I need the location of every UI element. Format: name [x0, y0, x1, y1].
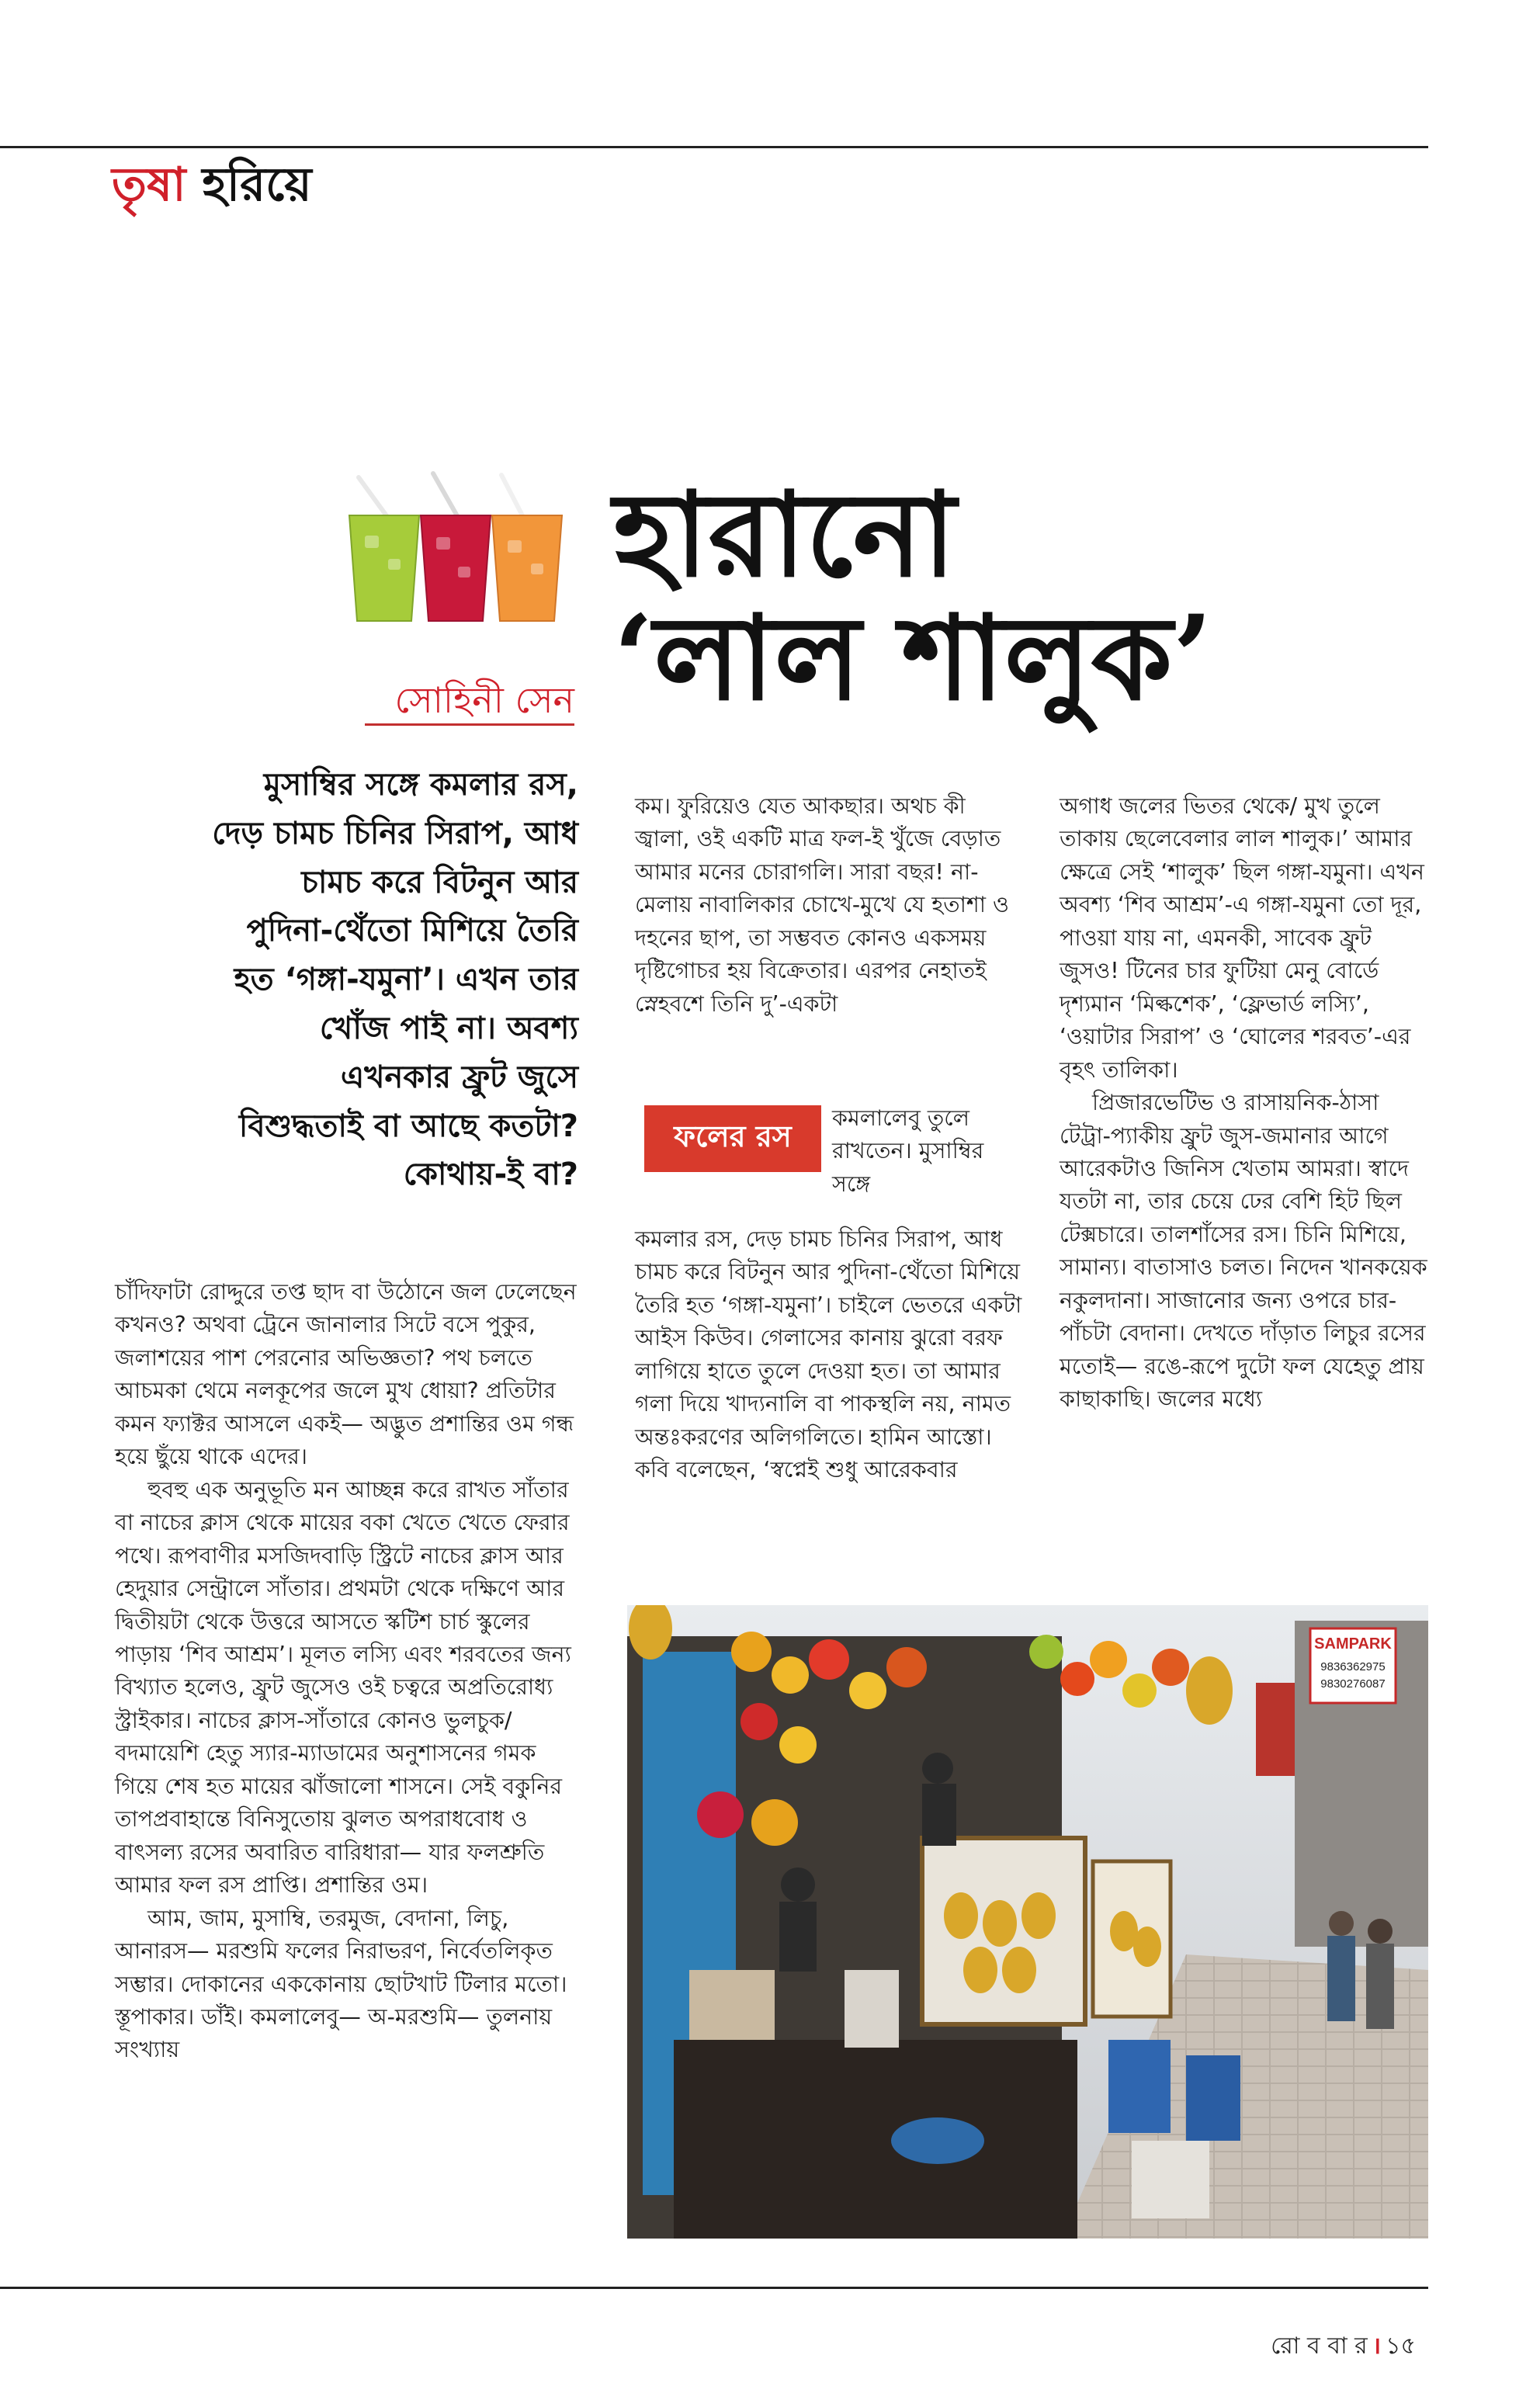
orange-juice-glass — [492, 515, 562, 621]
intro-line: হত ‘গঙ্গা-যমুনা’। এখন তার — [234, 962, 578, 998]
intro-line: দেড় চামচ চিনির সিরাপ, আধ — [212, 815, 578, 851]
fruit-stall-photo — [627, 1605, 1428, 2239]
bottom-rule — [0, 2287, 1428, 2289]
body-column-2-bottom — [635, 1223, 1023, 1487]
intro-line: কোথায়-ই বা? — [403, 1157, 578, 1193]
intro-line: পুদিনা-থেঁতো মিশিয়ে তৈরি — [246, 913, 578, 949]
red-juice-glass — [421, 515, 491, 621]
intro-deck — [93, 761, 578, 1199]
headline-line-2: ‘লাল শালুক’ — [613, 590, 1213, 727]
stall-counter — [674, 2040, 1077, 2239]
body-paragraph: আম, জাম, মুসাম্বি, তরমুজ, বেদানা, লিচু, আনারস— মরশুমি ফলের নিরাভরণ, নির্বেতলিকৃত সম্ভার। দোকানের এককোনায় ছোটখাট টিলার মতো। স্তূপাকার। ডাঁই। কমলালেবু— অ-মরশুমি— তুলনায় সংখ্যায় — [115, 1905, 567, 2063]
body-column-2-top — [635, 790, 1023, 1021]
body-paragraph: হুবহু এক অনুভূতি মন আচ্ছন্ন করে রাখত সাঁতার বা নাচের ক্লাস থেকে মায়ের বকা খেতে খেতে ফেরার পথে। রূপবাণীর মসজিদবাড়ি স্ট্রিটে নাচের ক্লাস আর হেদুয়ার সেন্ট্রালে সাঁতার। প্রথমটা থেকে দক্ষিণে আর দ্বিতীয়টা থেকে উত্তরে আসতে স্কটিশ চার্চ স্কুলের পাড়ায় ‘শিব আশ্রম’। মূলত লস্যি এবং শরবতের জন্য বিখ্যাত হলেও, ফ্রুট জুসেও ওই চত্বরে অপ্রতিরোধ্য স্ট্রাইকার। নাচের ক্লাস-সাঁতারে কোনও ভুলচুক/বদমায়েশি হেতু স্যার-ম্যাডামের অনুশাসনের গমক গিয়ে শেষ হত মায়ের ঝাঁজালো শাসনে। সেই বকুনির তাপপ্রবাহান্তে বিনিসুতোয় ঝুলত অপরাধবোধ ও বাৎসল্য রসের অবারিত বারিধারা— যার ফলশ্রুতি আমার ফল রস প্রাপ্তি। প্রশান্তির ওম। — [115, 1476, 571, 1899]
intro-line: খোঁজ পাই না। অবশ্য — [319, 1010, 578, 1046]
headline — [613, 466, 1213, 727]
body-column-2-side — [832, 1102, 1026, 1201]
body-paragraph: কমলালেবু তুলে রাখতেন। মুসাম্বির সঙ্গে — [832, 1105, 984, 1197]
footer-separator: । — [1372, 2332, 1382, 2360]
section-heading-rest: হরিয়ে — [202, 158, 312, 212]
intro-line: মুসাম্বির সঙ্গে কমলার রস, — [263, 767, 578, 803]
shop-sign-brand: SAMPARK — [1314, 1635, 1392, 1653]
intro-line: চামচ করে বিটনুন আর — [301, 864, 578, 900]
headline-line-1: হারানো — [613, 466, 956, 603]
body-paragraph: অগাধ জলের ভিতর থেকে/ মুখ তুলে তাকায় ছেলেবেলার লাল শালুক।’ আমার ক্ষেত্রে সেই ‘শালুক’ ছিল গঙ্গা-যমুনা। এখন অবশ্য ‘শিব আশ্রম’-এ গঙ্গা-যমুনা তো দূর, পাওয়া যায় না, এমনকী, সাবেক ফ্রুট জুসও! টিনের চার ফুটিয়া মেনু বোর্ডে দৃশ্যমান ‘মিল্কশেক’, ‘ফ্লেভার্ড লস্যি’, ‘ওয়াটার সিরাপ’ ও ‘ঘোলের শরবত’-এর বৃহৎ তালিকা। — [1060, 793, 1424, 1083]
byline: সোহিনী সেন — [394, 679, 574, 721]
pull-label-fruit-juice: ফলের রস — [644, 1105, 821, 1172]
juice-glasses-image — [342, 466, 574, 629]
green-juice-glass — [349, 515, 419, 621]
body-paragraph: প্রিজারভেটিভ ও রাসায়নিক-ঠাসা টেট্রা-প্যাকীয় ফ্রুট জুস-জমানার আগে আরেকটাও জিনিস খেতাম আমরা। স্বাদে যতটা না, তার চেয়ে ঢের বেশি হিট ছিল টেক্সচারে। তালশাঁসের রস। চিনি মিশিয়ে, সামান্য। বাতাসাও চলত। নিদেন খানকয়েক নকুলদানা। সাজানোর জন্য ওপরে চার-পাঁচটা বেদানা। দেখতে দাঁড়াত লিচুর রসের মতোই— রঙে-রূপে দুটো ফল যেহেতু প্রায় কাছাকাছি। জলের মধ্যে — [1060, 1090, 1427, 1413]
body-paragraph: চাঁদিফাটা রোদ্দুরে তপ্ত ছাদ বা উঠোনে জল ঢেলেছেন কখনও? অথবা ট্রেনে জানালার সিটে বসে পুকুর, জলাশয়ের পাশ পেরনোর অভিজ্ঞতা? পথ চলতে আচমকা থেমে নলকূপের জলে মুখ ধোয়া? প্রতিটার কমন ফ্যাক্টর আসলে একই— অদ্ভুত প্রশান্তির ওম গন্ধ হয়ে ছুঁয়ে থাকে এদের। — [115, 1279, 577, 1470]
section-heading-red: তৃষা — [112, 158, 186, 212]
body-paragraph: কমলার রস, দেড় চামচ চিনির সিরাপ, আধ চামচ করে বিটনুন আর পুদিনা-থেঁতো মিশিয়ে তৈরি হত ‘গঙ্গা-যমুনা’। চাইলে ভেতরে একটা আইস কিউব। গেলাসের কানায় ঝুরো বরফ লাগিয়ে হাতে তুলে দেওয়া হত। তা আমার গলা দিয়ে খাদ্যনালি বা পাকস্থলি নয়, নামত অন্তঃকরণের অলিগলিতে। হামিন আস্তো। কবি বলেছেন, ‘স্বপ্নেই শুধু আরেকবার — [635, 1226, 1022, 1483]
page-number: ১৫ — [1386, 2332, 1416, 2360]
intro-line: বিশুদ্ধতাই বা আছে কতটা? — [238, 1108, 578, 1144]
straws — [359, 473, 525, 520]
shop-sign-phone-2: 9830276087 — [1320, 1677, 1386, 1691]
byline-underline — [365, 723, 574, 726]
intro-line: এখনকার ফ্রুট জুসে — [340, 1059, 578, 1095]
footer-label: রো ব বা র — [1271, 2332, 1368, 2360]
section-heading — [112, 158, 312, 212]
body-column-3 — [1060, 790, 1428, 1417]
top-rule — [0, 146, 1428, 148]
body-paragraph: কম। ফুরিয়েও যেত আকছার। অথচ কী জ্বালা, ওই একটি মাত্র ফল-ই খুঁজে বেড়াত আমার মনের চোরাগলি। সারা বছর! না-মেলায় নাবালিকার চোখে-মুখে যে হতাশা ও দহনের ছাপ, তা সম্ভবত কোনও একসময় দৃষ্টিগোচর হয় বিক্রেতার। এরপর নেহাতই স্নেহবশে তিনি দু’-একটা — [635, 793, 1010, 1017]
shop-sign — [1310, 1628, 1396, 1703]
shop-sign-phone-1: 9836362975 — [1320, 1660, 1386, 1673]
body-column-1 — [115, 1276, 577, 2067]
page-footer — [1271, 2327, 1416, 2367]
